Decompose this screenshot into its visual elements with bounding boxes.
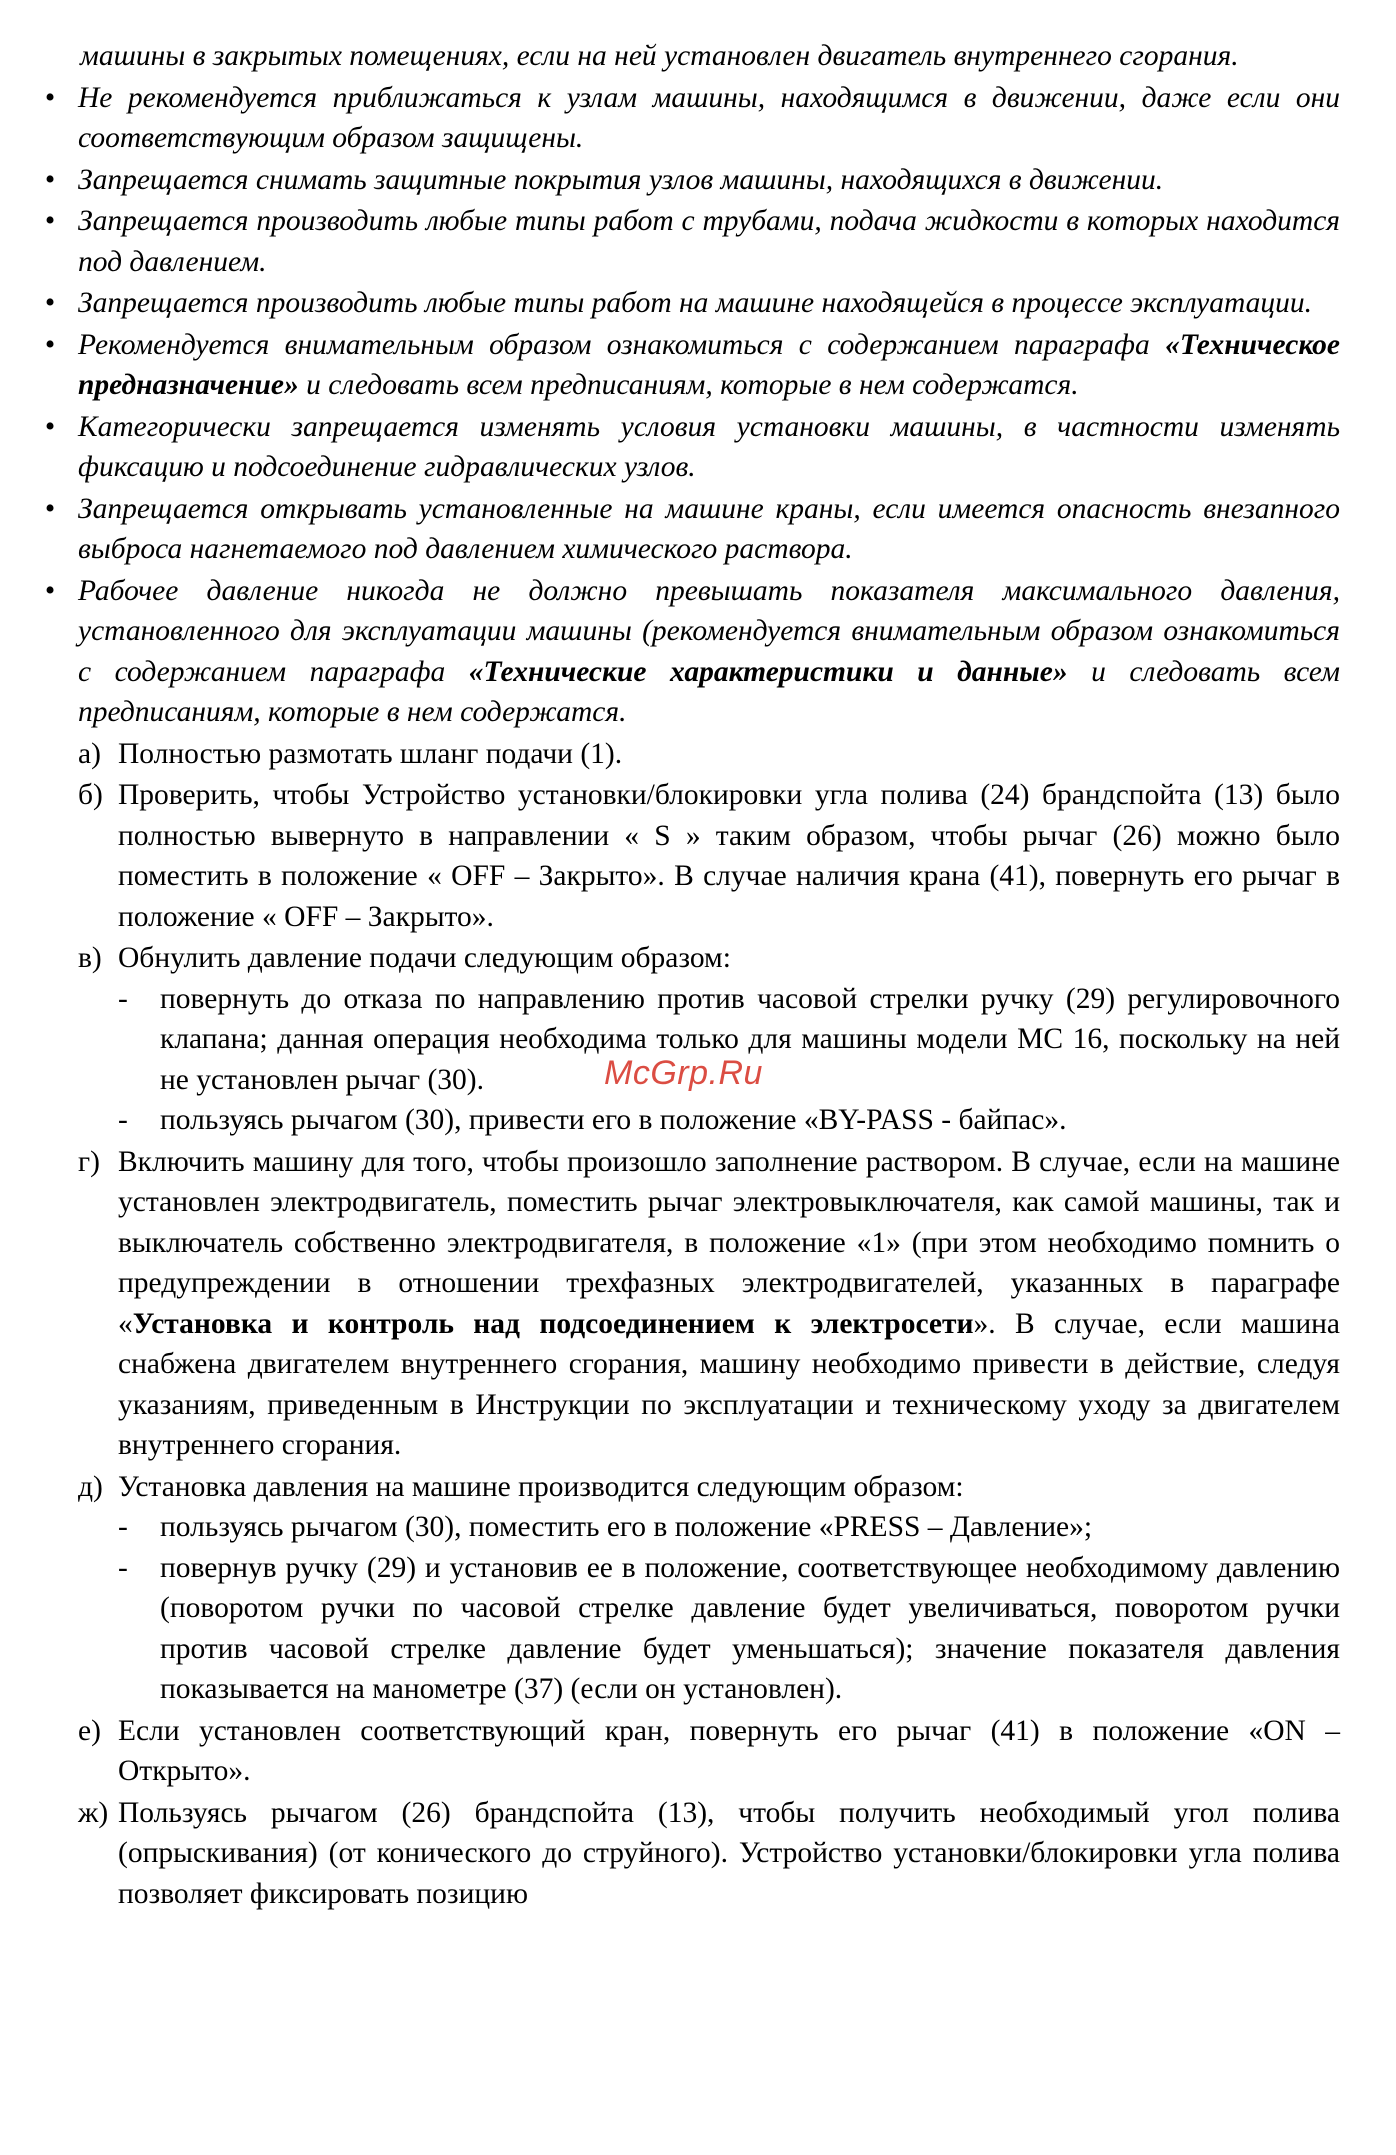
- text-run: Рекомендуется внимательным образом ознакомиться с содержанием параграфа: [78, 328, 1166, 361]
- text-run: Рабочее давление никогда не должно превышать показателя максимального давления, установленного для эксплуатации машины (рекомендуется внимательным образом ознакомиться с содержанием параграфа: [78, 574, 1340, 688]
- text-run: Категорически запрещается изменять условия установки машины, в частности изменять фиксацию и подсоединение гидравлических узлов.: [78, 410, 1340, 483]
- step-item: [78, 1711, 1340, 1792]
- text-run: Пользуясь рычагом (26) брандспойта (13), чтобы получить необходимый угол полива (опрыскивания) (от конического до струйного). Устройство установки/блокировки угла полива позволяет фиксировать позицию: [118, 1796, 1340, 1910]
- bold-text: «Техническое предназначение»: [78, 328, 1340, 401]
- bullet-dot-icon: •: [44, 492, 56, 525]
- bullet-item: [44, 201, 1340, 282]
- bullet-dot-icon: •: [44, 574, 56, 607]
- sub-item: [78, 1507, 1340, 1548]
- step-list: [78, 734, 1340, 1915]
- text-run: Полностью размотать шланг подачи (1).: [118, 737, 623, 770]
- step-item: [78, 1467, 1340, 1508]
- bullet-dot-icon: •: [44, 287, 56, 319]
- bullet-item: [44, 489, 1340, 570]
- step-label: е): [78, 1714, 101, 1747]
- sub-item-text: повернуть до отказа по направлению против часовой стрелки ручку (29) регулировочного клапана; данная операция необходима только для машины модели MC 16, поскольку на ней не установлен рычаг (30).: [160, 982, 1340, 1096]
- bullet-item: [44, 571, 1340, 733]
- sub-item: [78, 1548, 1340, 1710]
- step-item: [78, 1142, 1340, 1466]
- dash-icon: -: [118, 1511, 128, 1543]
- step-item: [78, 734, 1340, 775]
- bullet-item: [44, 160, 1340, 201]
- step-item: [78, 938, 1340, 979]
- text-run: Запрещается производить любые типы работ с трубами, подача жидкости в которых находится под давлением.: [78, 205, 1340, 278]
- intro-continuation: машины в закрытых помещениях, если на ней установлен двигатель внутреннего сгорания.: [80, 40, 1239, 72]
- bullet-dot-icon: •: [44, 163, 56, 196]
- bullet-item: [44, 325, 1340, 406]
- text-run: ». В случае, если машина снабжена двигателем внутреннего сгорания, машину необходимо привести в действие, следуя указаниям, приведенным в Инструкции по эксплуатации и техническому уходу за двигателем внутреннего сгорания.: [118, 1307, 1341, 1461]
- text-run: Обнулить давление подачи следующим образом:: [118, 942, 731, 974]
- text-run: Запрещается открывать установленные на машине краны, если имеется опасность внезапного выброса нагнетаемого под давлением химического раствора.: [78, 492, 1340, 565]
- sub-item: [78, 1100, 1340, 1141]
- text-run: Установка давления на машине производится следующим образом:: [118, 1470, 964, 1503]
- step-label: в): [78, 942, 102, 974]
- text-run: и следовать всем предписаниям, которые в нем содержатся.: [78, 655, 1340, 728]
- text-run: Запрещается производить любые типы работ на машине находящейся в процессе эксплуатации.: [78, 287, 1313, 319]
- text-run: Не рекомендуется приближаться к узлам машины, находящимся в движении, даже если они соответствующим образом защищены.: [78, 81, 1340, 154]
- bold-text: «Технические характеристики и данные»: [468, 655, 1068, 688]
- step-label: д): [78, 1470, 103, 1503]
- bullet-item: [44, 78, 1340, 159]
- dash-icon: -: [118, 1551, 128, 1584]
- dash-icon: -: [118, 1104, 128, 1136]
- text-run: Запрещается снимать защитные покрытия узлов машины, находящихся в движении.: [78, 163, 1164, 196]
- step-item: [78, 1793, 1340, 1915]
- sub-item-text: пользуясь рычагом (30), поместить его в положение «PRESS – Давление»;: [160, 1511, 1093, 1543]
- text-run: и следовать всем предписаниям, которые в нем содержатся.: [298, 369, 1079, 401]
- watermark: McGrp.Ru: [604, 1054, 763, 1092]
- text-run: Включить машину для того, чтобы произошло заполнение раствором. В случае, если на машине установлен электродвигатель, поместить рычаг электровыключателя, как самой машины, так и выключатель собственно электродвигателя, в положение «1» (при этом необходимо помнить о предупреждении в отношении трехфазных электродвигателей, указанных в параграфе «: [118, 1145, 1340, 1340]
- bullet-dot-icon: •: [44, 328, 56, 361]
- bullet-dot-icon: •: [44, 410, 56, 443]
- text-run: Проверить, чтобы Устройство установки/блокировки угла полива (24) брандспойта (13) было полностью вывернуто в направлении « S » таким образом, чтобы рычаг (26) можно было поместить в положение « OFF – Закрыто». В случае наличия крана (41), повернуть его рычаг в положение « OFF – Закрыто».: [118, 779, 1340, 933]
- step-item: [78, 775, 1340, 937]
- step-label: а): [78, 737, 101, 770]
- sub-item-text: повернув ручку (29) и установив ее в положение, соответствующее необходимому давлению (поворотом ручки по часовой стрелке давление будет увеличиваться, поворотом ручки против часовой стрелке давление будет уменьшаться); значение показателя давления показывается на манометре (37) (если он установлен).: [160, 1551, 1340, 1705]
- bullet-dot-icon: •: [44, 205, 56, 237]
- step-label: г): [78, 1145, 100, 1178]
- bullet-item: [44, 283, 1340, 324]
- dash-icon: -: [118, 982, 128, 1015]
- bullet-item: [44, 407, 1340, 488]
- bullet-list: [44, 78, 1340, 733]
- step-label: б): [78, 779, 103, 811]
- document-page: [44, 36, 1341, 1914]
- bold-text: Установка и контроль над подсоединением к электросети: [132, 1307, 974, 1340]
- bullet-dot-icon: •: [44, 81, 56, 114]
- step-label: ж): [78, 1796, 109, 1829]
- sub-item-text: пользуясь рычагом (30), привести его в положение «BY-PASS - байпас».: [160, 1104, 1067, 1136]
- text-run: Если установлен соответствующий кран, повернуть его рычаг (41) в положение «ON – Открыто».: [118, 1714, 1340, 1787]
